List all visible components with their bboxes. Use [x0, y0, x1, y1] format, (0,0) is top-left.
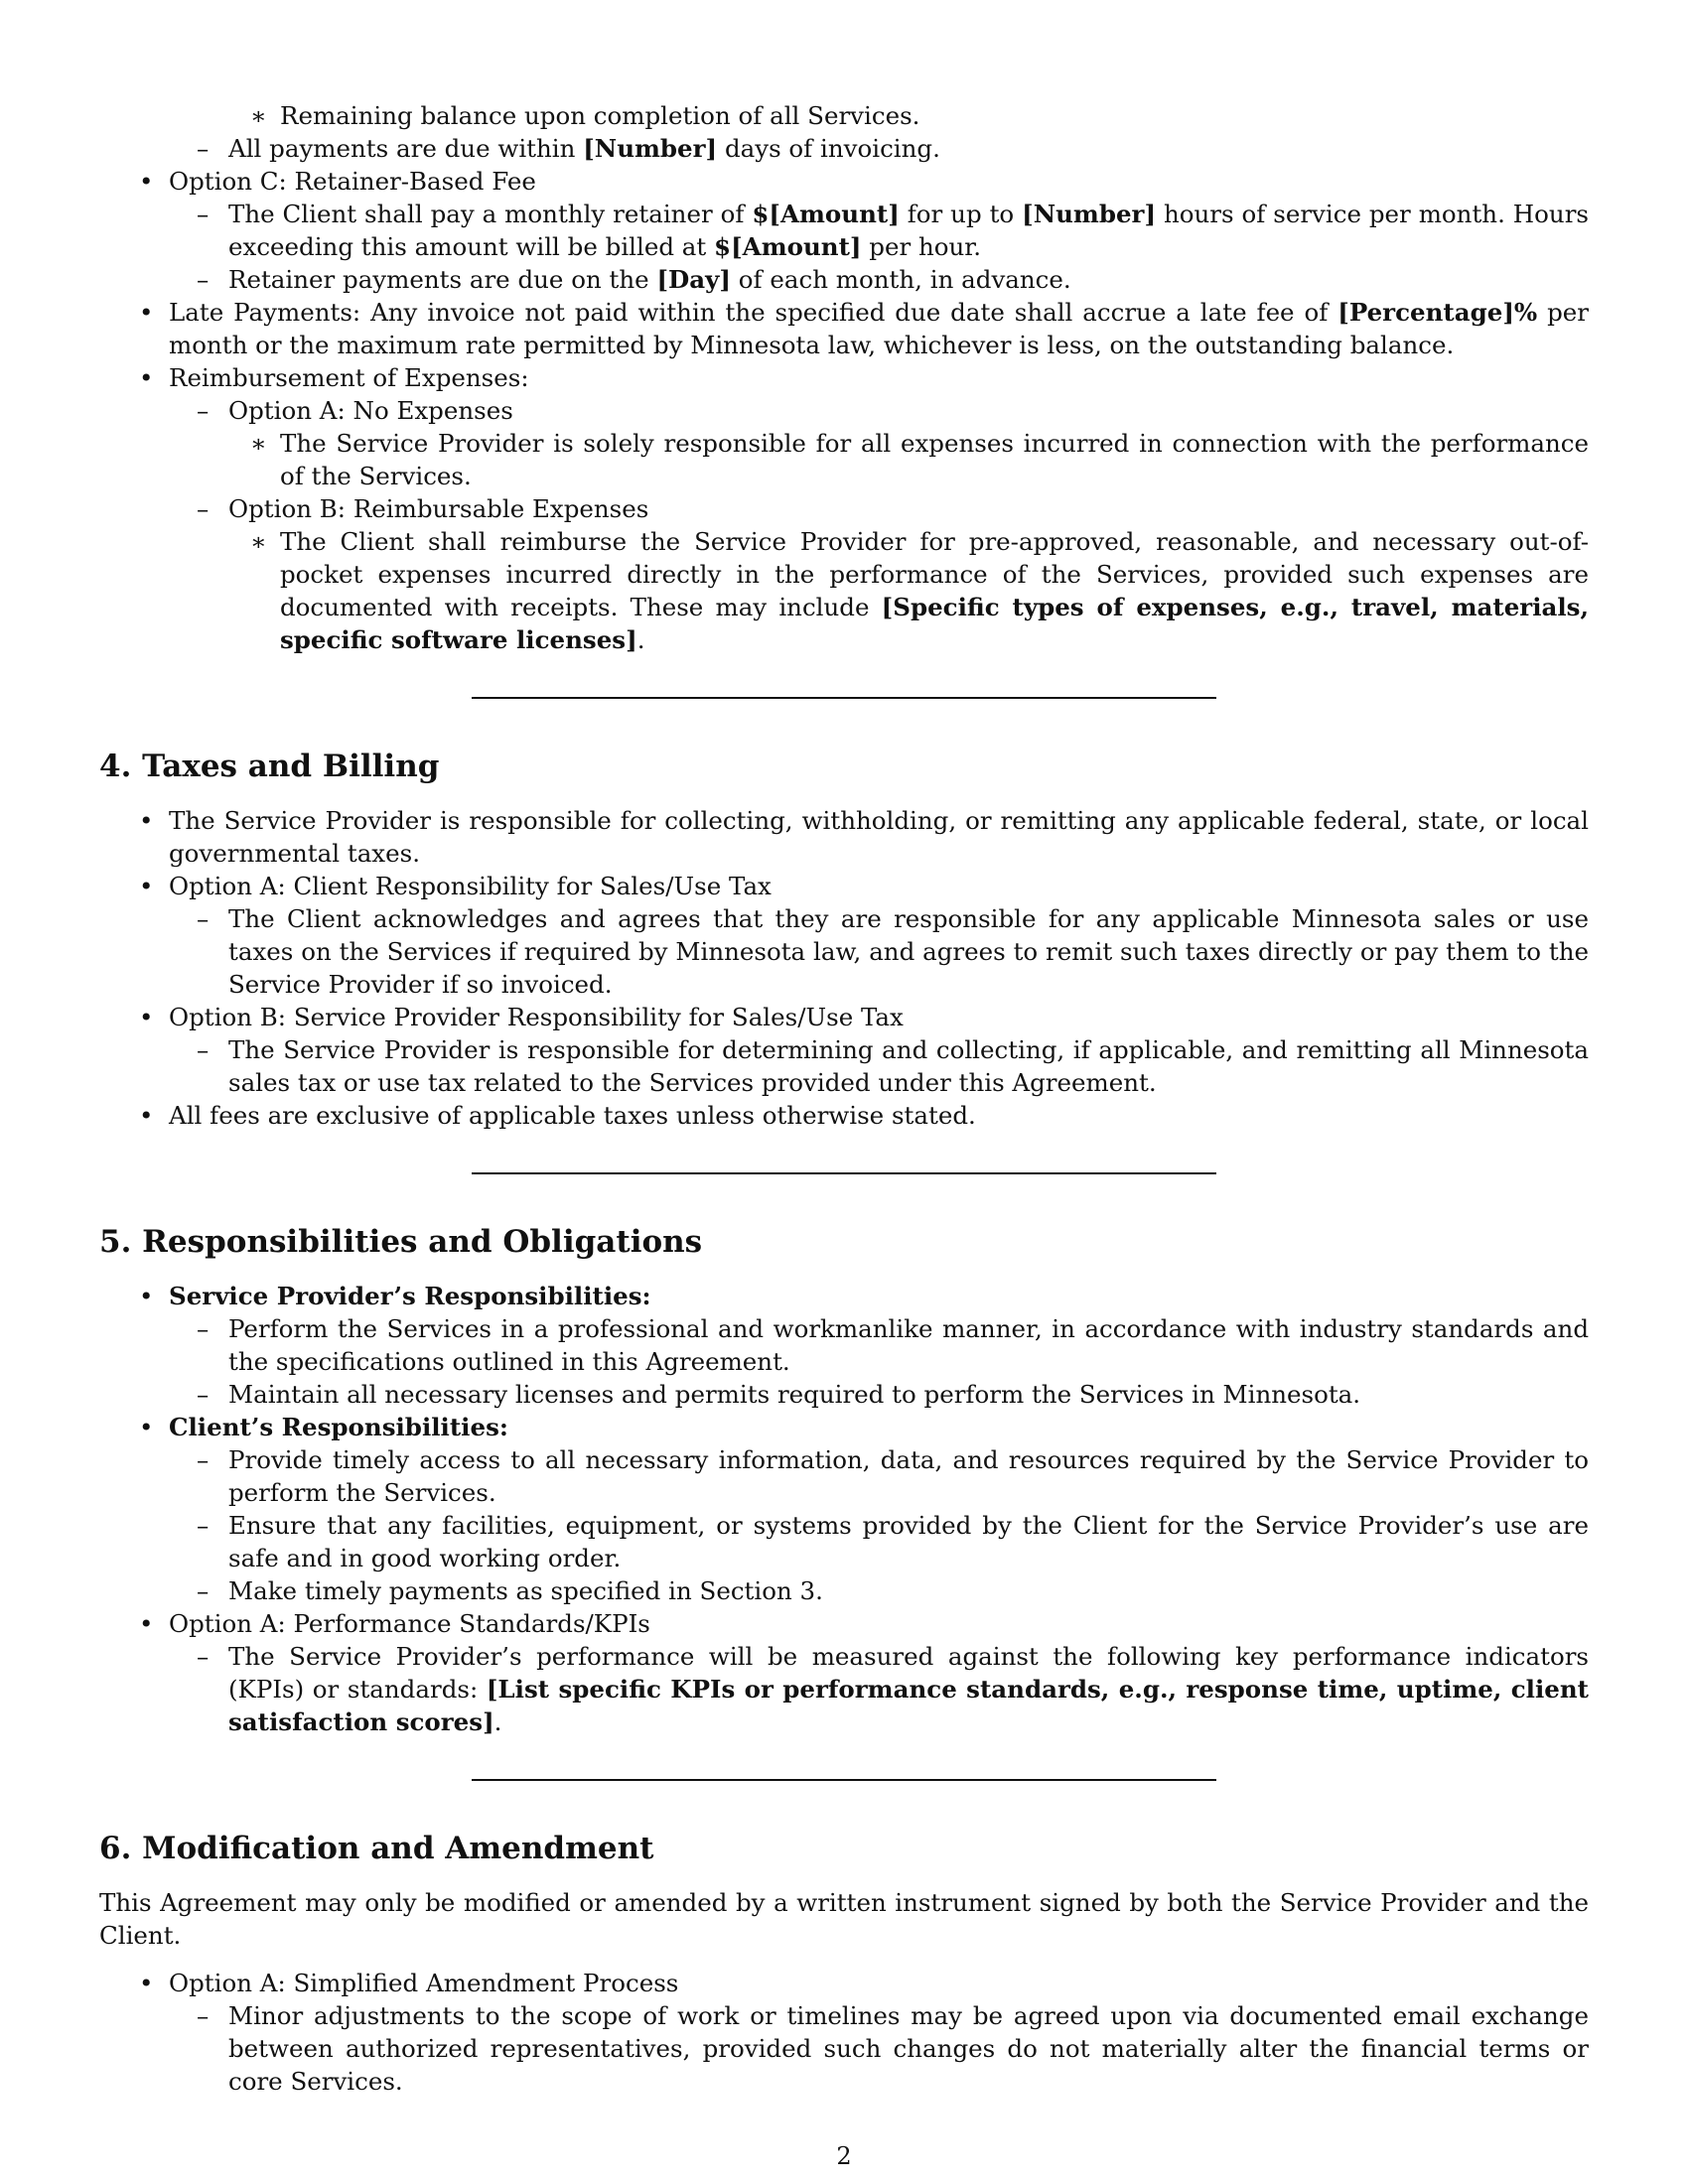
dash-marker: –	[197, 200, 210, 228]
bullet-marker: •	[139, 167, 154, 196]
placeholder-field: $[Amount]	[714, 232, 862, 261]
list-item: • Client’s Responsibilities:	[139, 1413, 508, 1441]
bullet-marker: •	[139, 298, 154, 327]
list-item: • Late Payments: Any invoice not paid within the specified due date shall accrue a late fee of [Percentage]% per month or the maximum rate permitted by Minnesota law, whichever is less, on the outstanding balance.	[139, 298, 1590, 359]
list-item: – The Client acknowledges and agrees that they are responsible for any applicable Minnesota sales or use taxes on the Services if required by Minnesota law, and agrees to remit such taxes directly or pay them to the Service Provider if so invoiced.	[197, 904, 1589, 999]
placeholder-field: [Percentage]%	[1337, 298, 1538, 327]
document-page	[99, 99, 1589, 2098]
list-item: – Maintain all necessary licenses and permits required to perform the Services in Minnesota.	[197, 1380, 1361, 1409]
amendment-list	[99, 1967, 1589, 2098]
list-item: – Ensure that any facilities, equipment, or systems provided by the Client for the Service Provider’s use are safe and in good working order.	[197, 1511, 1589, 1572]
star-marker: ∗	[250, 101, 267, 130]
list-item: • The Service Provider is responsible for collecting, withholding, or remitting any applicable federal, state, or local governmental taxes.	[139, 806, 1589, 868]
dash-marker: –	[197, 1576, 210, 1605]
list-item: • Option A: Simplified Amendment Process	[139, 1969, 679, 1997]
list-item: • Option B: Service Provider Responsibility for Sales/Use Tax	[139, 1003, 904, 1031]
list-item: – Option B: Reimbursable Expenses	[197, 494, 649, 523]
bullet-marker: •	[139, 872, 154, 900]
placeholder-field: [Day]	[656, 265, 731, 294]
section-divider	[472, 1779, 1216, 1781]
dash-marker: –	[197, 494, 210, 523]
bullet-marker: •	[139, 1969, 154, 1997]
dash-marker: –	[197, 1314, 210, 1343]
section-heading: 4. Taxes and Billing	[99, 749, 440, 784]
dash-marker: –	[197, 1511, 210, 1540]
star-marker: ∗	[250, 429, 267, 458]
dash-marker: –	[197, 265, 210, 294]
list-item: • Reimbursement of Expenses:	[139, 363, 529, 392]
placeholder-field: [Number]	[583, 134, 718, 163]
bullet-marker: •	[139, 1413, 154, 1441]
placeholder-field: [Specific types of expenses, e.g., travel, materials, specific software licenses]	[280, 593, 1590, 654]
list-item: ∗ Remaining balance upon completion of all Services.	[250, 101, 920, 130]
list-item: • Service Provider’s Responsibilities:	[139, 1282, 651, 1310]
placeholder-field: [List specific KPIs or performance standards, e.g., response time, uptime, client satisfaction scores]	[228, 1675, 1589, 1736]
list-item: – The Client shall pay a monthly retainer of $[Amount] for up to [Number] hours of service per month. Hours exceeding this amount will be billed at $[Amount] per hour.	[197, 200, 1589, 261]
paragraph: This Agreement may only be modified or amended by a written instrument signed by both the Service Provider and the Client.	[99, 1888, 1589, 1950]
bullet-marker: •	[139, 806, 154, 835]
list-item: – Minor adjustments to the scope of work or timelines may be agreed upon via documented email exchange between authorized representatives, provided such changes do not materially alter the financial terms or core Services.	[197, 2001, 1589, 2096]
dash-marker: –	[197, 2001, 210, 2030]
section-heading: 5. Responsibilities and Obligations	[99, 1224, 703, 1260]
list-item: ∗ The Service Provider is solely responsible for all expenses incurred in connection with the performance of the Services.	[250, 429, 1589, 490]
list-item: • Option A: Performance Standards/KPIs	[139, 1609, 650, 1638]
dash-marker: –	[197, 396, 210, 425]
list-item: – Option A: No Expenses	[197, 396, 513, 425]
dash-marker: –	[197, 1642, 210, 1671]
list-item: • Option C: Retainer-Based Fee	[139, 167, 536, 196]
section-divider	[472, 1172, 1216, 1174]
bullet-marker: •	[139, 1003, 154, 1031]
dash-marker: –	[197, 134, 210, 163]
payment-terms-list	[99, 99, 1589, 656]
list-item: – The Service Provider’s performance will be measured against the following key performance indicators (KPIs) or standards: [List specific KPIs or performance standards, e.g., response time, uptime, client satisfaction scores].	[197, 1642, 1589, 1736]
list-item: ∗ The Client shall reimburse the Service Provider for pre-approved, reasonable, and necessary out-of-pocket expenses incurred directly in the performance of the Services, provided such expenses are documented with receipts. These may include [Specific types of expenses, e.g., travel, materials, specific software licenses].	[250, 527, 1590, 654]
list-item: – All payments are due within [Number] days of invoicing.	[197, 134, 940, 163]
bullet-marker: •	[139, 1609, 154, 1638]
dash-marker: –	[197, 904, 210, 933]
bullet-marker: •	[139, 1101, 154, 1130]
list-item: – Retainer payments are due on the [Day] of each month, in advance.	[197, 265, 1071, 294]
bullet-marker: •	[139, 363, 154, 392]
star-marker: ∗	[250, 527, 267, 556]
section-divider	[472, 697, 1216, 699]
placeholder-field: [Number]	[1022, 200, 1157, 228]
section-heading: 6. Modification and Amendment	[99, 1831, 654, 1866]
list-item: – The Service Provider is responsible for determining and collecting, if applicable, and remitting all Minnesota sales tax or use tax related to the Services provided under this Agreement.	[197, 1035, 1589, 1097]
page-number: 2	[836, 2142, 852, 2170]
list-item: • Option A: Client Responsibility for Sales/Use Tax	[139, 872, 772, 900]
list-item: – Provide timely access to all necessary information, data, and resources required by the Service Provider to perform the Services.	[197, 1445, 1589, 1507]
dash-marker: –	[197, 1035, 210, 1064]
list-item: – Make timely payments as specified in Section 3.	[197, 1576, 823, 1605]
bullet-marker: •	[139, 1282, 154, 1310]
taxes-list	[99, 804, 1589, 1132]
responsibilities-list	[99, 1280, 1589, 1738]
list-item: • All fees are exclusive of applicable taxes unless otherwise stated.	[139, 1101, 976, 1130]
placeholder-field: $[Amount]	[752, 200, 900, 228]
dash-marker: –	[197, 1445, 210, 1474]
list-item: – Perform the Services in a professional and workmanlike manner, in accordance with industry standards and the specifications outlined in this Agreement.	[197, 1314, 1589, 1376]
dash-marker: –	[197, 1380, 210, 1409]
